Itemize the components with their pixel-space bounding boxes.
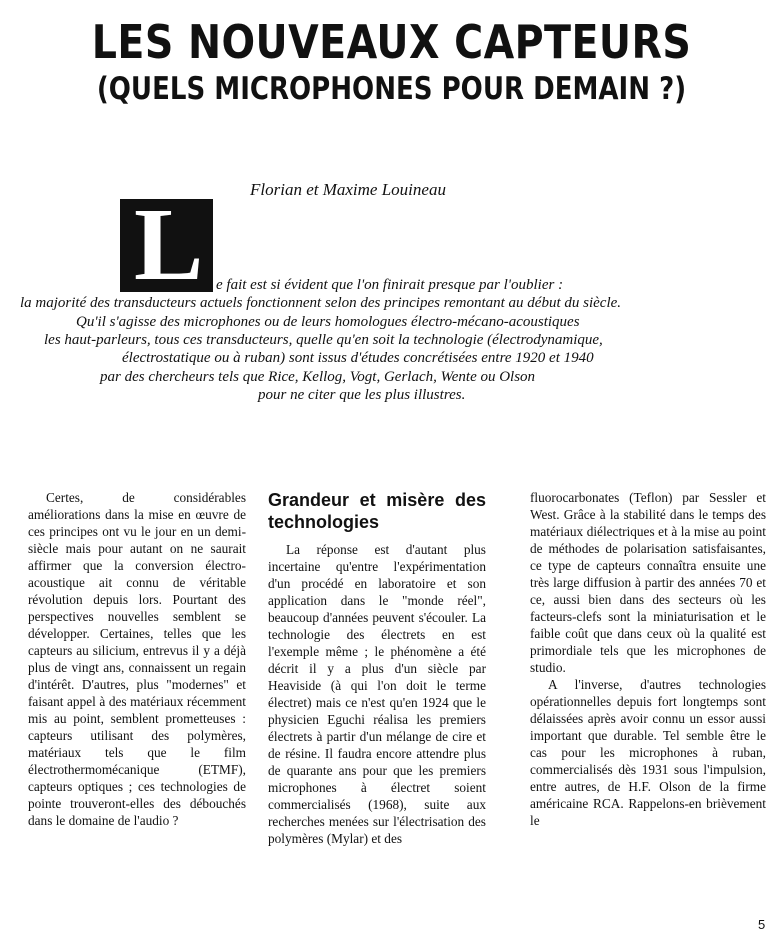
article-title: LES NOUVEAUX CAPTEURS [91, 15, 692, 69]
body-paragraph: A l'inverse, d'autres technologies opérationnelles depuis fort longtemps sont délaissées après avoir connu un essor aussi important que durable. Tel semble être le cas pour les microphones à ruban, commercialisés dès 1931 sous l'impulsion, entre autres, de H.F. Olson de la firme américaine RCA. Rappelons-en brièvement le [530, 677, 766, 828]
intro-line: e fait est si évident que l'on finirait presque par l'oublier : [216, 277, 564, 293]
column-3 [530, 489, 766, 829]
intro-line: par des chercheurs tels que Rice, Kellog, Vogt, Gerlach, Wente ou Olson [100, 369, 536, 385]
intro-line: la majorité des transducteurs actuels fonctionnent selon des principes remontant au début du siècle. [20, 295, 622, 311]
section-heading: Grandeur et misère des technologies [268, 490, 486, 532]
column-2 [268, 489, 486, 847]
page-number: 5 [758, 917, 766, 932]
authors: Florian et Maxime Louineau [250, 180, 446, 199]
column-1 [28, 489, 246, 829]
drop-cap-letter: L [134, 187, 204, 302]
intro-line: les haut-parleurs, tous ces transducteurs, quelle qu'en soit la technologie (électrodynamique, [44, 332, 603, 348]
body-paragraph: La réponse est d'autant plus incertaine qu'entre l'expérimentation d'un procédé en laboratoire et son application dans le "monde réel", beaucoup d'années peuvent s'écouler. La technologie des électrets en est l'exemple même ; le phénomène a été décrit il y a plus d'un siècle par Heaviside (à qui l'on doit le terme électret) mais ce n'est qu'en 1924 que le physicien Eguchi réalisa les premiers électrets à partir d'un mélange de cire et de résine. Il faudra encore attendre plus de quarante ans pour que les premiers microphones à électret soient commercialisés (1968), suite aux recherches menées sur l'électrisation des polymères (Mylar) et des [268, 542, 486, 846]
intro-line: électrostatique ou à ruban) sont issus d'études concrétisées entre 1920 et 1940 [122, 350, 594, 366]
article-subtitle: (QUELS MICROPHONES POUR DEMAIN ?) [96, 71, 687, 107]
intro-line: Qu'il s'agisse des microphones ou de leurs homologues électro-mécano-acoustiques [76, 314, 580, 330]
body-paragraph: Certes, de considérables améliorations dans la mise en œuvre de ces principes ont vu le jour en un demi-siècle mais pour autant on ne saurait affirmer que la conversion électro-acoustique ait connu de véritable révolution depuis lors. Pourtant des perspectives nouvelles semblent se développer. Certaines, telles que les capteurs au silicium, entrevus il y a déjà plus de vingt ans, connaissent un regain d'intérêt. D'autres, plus "modernes" et faisant appel à des matériaux récemment mis au point, semblent prometteuses : capteurs utilisant des polymères, matériaux tels que le film électrothermomécanique (ETMF), capteurs optiques ; ces technologies de pointe trouveront-elles des débouchés dans le domaine de l'audio ? [28, 490, 246, 828]
body-paragraph: fluorocarbonates (Teflon) par Sessler et West. Grâce à la stabilité dans le temps des matériaux diélectriques et à la mise au point de méthodes de polarisation satisfaisantes, ce type de capteurs connaîtra ensuite une très large diffusion à partir des années 70 et ce, aussi bien dans des secteurs où les facteurs-clefs sont la miniaturisation et le faible coût que dans ceux où la qualité est primordiale tels que les microphones de studio. [530, 490, 766, 675]
intro-line: pour ne citer que les plus illustres. [258, 387, 466, 403]
drop-cap [120, 187, 213, 302]
